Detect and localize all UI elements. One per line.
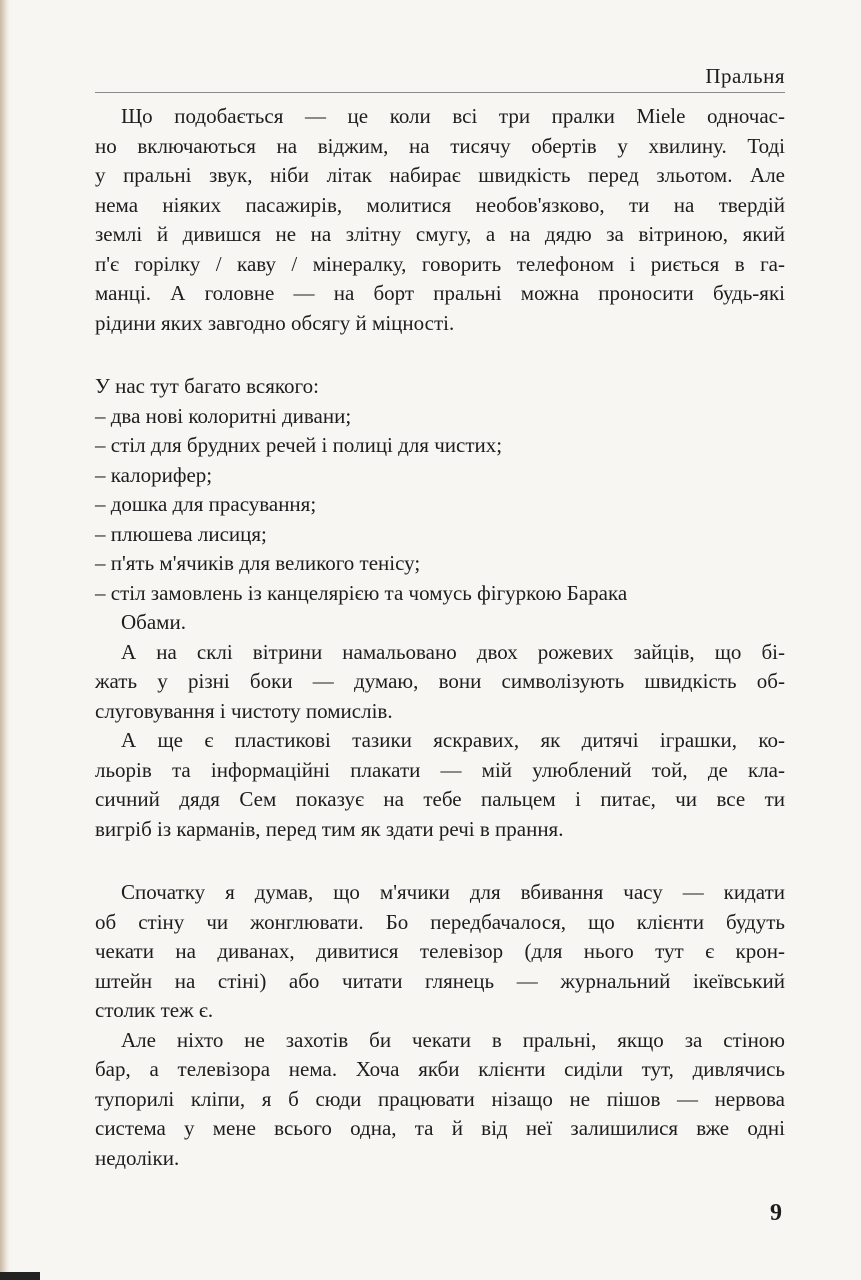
text-line: Обами. (121, 610, 186, 634)
text-line: об стіну чи жонглювати. Бо передбачалося, що клієнти будуть (95, 909, 785, 934)
text-line: система у мене всього одна, та й від неї залишилися вже одні (95, 1116, 785, 1140)
text-line: А на склі вітрини намальовано двох рожевих зайців, що бі- (121, 639, 785, 664)
paragraph-4 (95, 726, 785, 844)
text-line: – калорифер; (95, 462, 213, 487)
text-line: у пральні звук, ніби літак набирає швидкість перед зльотом. Але (95, 163, 785, 187)
scan-edge (0, 1272, 40, 1280)
text-line: тупорилі кліпи, я б сюди працювати нізащо не пішов — нервова (95, 1086, 785, 1111)
text-line: Але ніхто не захотів би чекати в пральні, якщо за стіною (121, 1027, 785, 1052)
text-line: У нас тут багато всякого: (95, 374, 319, 398)
text-line: – стіл для брудних речей і полиці для чистих; (95, 433, 503, 457)
text-line: столик теж є. (95, 998, 214, 1022)
running-header (95, 62, 785, 93)
text-line: сичний дядя Сем показує на тебе пальцем і питає, чи все ти (95, 787, 785, 811)
text-line: Спочатку я думав, що м'ячики для вбивання часу — кидати (121, 880, 785, 904)
text-line: – стіл замовлень із канцелярією та чомусь фігуркою Барака (95, 580, 628, 605)
text-line: – плюшева лисиця; (95, 521, 267, 546)
text-line: чекати на диванах, дивитися телевізор (для нього тут є крон- (95, 939, 785, 963)
text-line: – дошка для прасування; (95, 492, 317, 516)
page-number: 9 (770, 1200, 782, 1226)
body-text (95, 102, 785, 1173)
text-line: А ще є пластикові тазики яскравих, як дитячі іграшки, ко- (121, 728, 785, 752)
text-line: жать у різні боки — думаю, вони символізують швидкість об- (95, 669, 785, 693)
paragraph-5 (95, 878, 785, 1026)
text-line: манці. А головне — на борт пральні можна проносити будь-які (95, 281, 785, 305)
text-line: Що подобається — це коли всі три пралки Miele одночас- (121, 104, 785, 128)
text-line: бар, а телевізора нема. Хоча якби клієнти сиділи тут, дивлячись (95, 1057, 785, 1081)
text-line: нема ніяких пасажирів, молитися необов'язково, ти на твердій (95, 192, 785, 217)
paragraph-3 (95, 638, 785, 727)
text-line: – два нові колоритні дивани; (95, 403, 352, 428)
text-line: п'є горілку / каву / мінералку, говорить телефоном і риється в га- (95, 251, 785, 276)
text-line: слуговування і чистоту помислів. (95, 698, 393, 723)
paragraph-6 (95, 1026, 785, 1174)
paragraph-1 (95, 102, 785, 338)
text-line: льорів та інформаційні плакати — мій улюблений той, де кла- (95, 757, 785, 782)
text-line: землі й дивишся не на злітну смугу, а на дядю за вітриною, який (95, 222, 785, 246)
text-line: рідини яких завгодно обсягу й міцності. (95, 310, 455, 335)
running-header-title: Пральня (705, 64, 785, 88)
text-line: – п'ять м'ячиків для великого тенісу; (95, 551, 421, 575)
paragraph-list (95, 372, 785, 638)
text-line: вигріб із карманів, перед тим як здати речі в прання. (95, 816, 564, 841)
text-line: штейн на стіні) або читати глянець — журнальний ікеївський (95, 968, 785, 993)
text-line: недоліки. (95, 1145, 180, 1170)
text-line: но включаються на віджим, на тисячу обертів у хвилину. Тоді (95, 133, 785, 158)
book-spine-shadow (0, 0, 10, 1280)
